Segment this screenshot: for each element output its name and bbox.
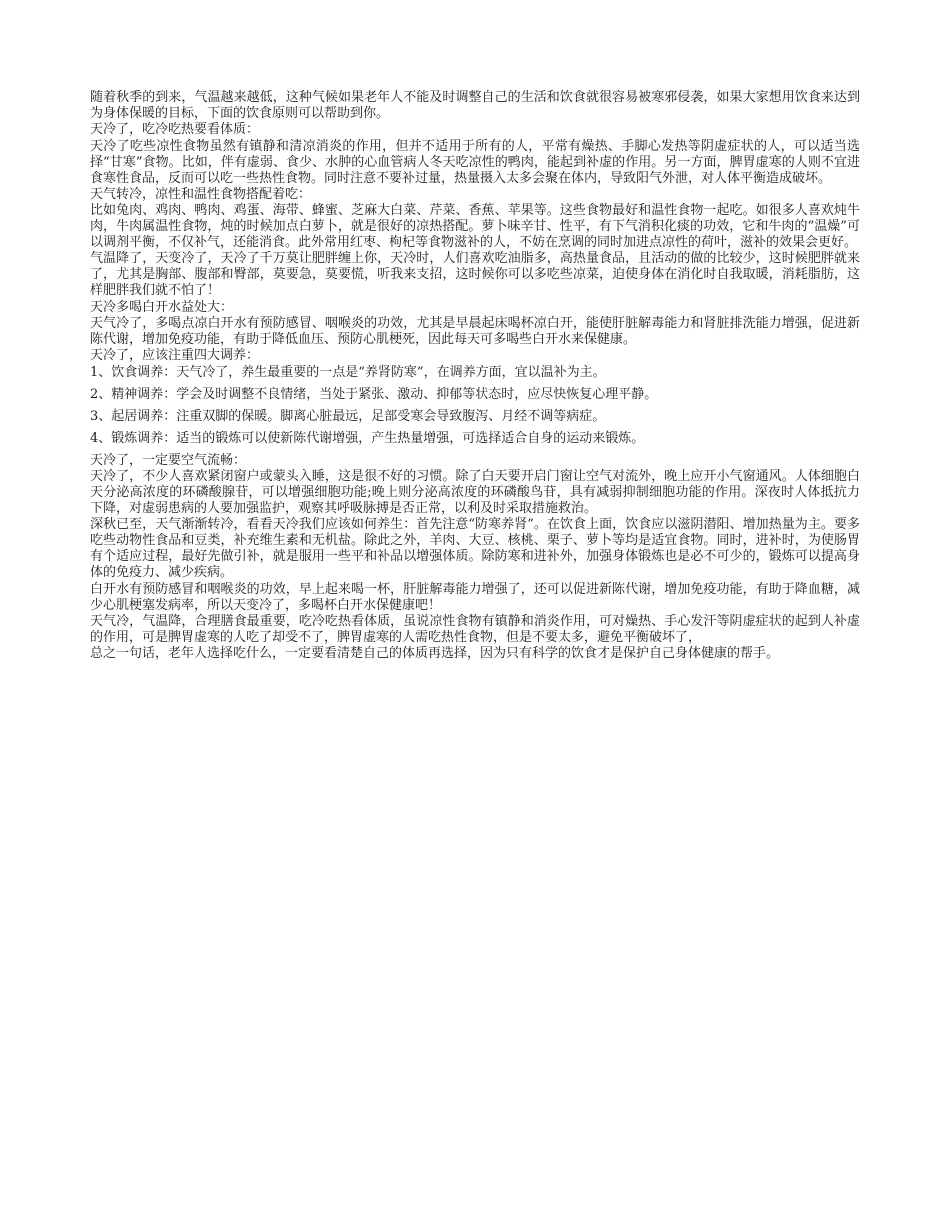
list-item: 1、饮食调养：天气冷了，养生最重要的一点是“养肾防寒”，在调养方面，宜以温补为主。 — [90, 364, 606, 380]
paragraph: 天气冷，气温降，合理膳食最重要，吃冷吃热看体质，虽说凉性食物有镇静和消炎作用，可对燥热、手心发汗等阴虚症状的起到人补虚的作用，可是脾胃虚寒的人吃了却受不了，脾胃虚寒的人需吃热性食物，但是不要太多，避免平衡破坏了， — [90, 613, 860, 645]
paragraph: 天冷了，不少人喜欢紧闭窗户或蒙头入睡，这是很不好的习惯。除了白天要开启门窗让空气对流外，晚上应开小气窗通风。人体细胞白天分泌高浓度的环磷酸腺苷，可以增强细胞功能;晚上则分泌高浓度的环磷酸鸟苷，具有减弱抑制细胞功能的作用。深夜时人体抵抗力下降，对虚弱患病的人要加强监护，观察其呼吸脉搏是否正常，以利及时采取措施救治。 — [90, 468, 860, 516]
list-item: 3、起居调养：注重双脚的保暖。脚离心脏最远，足部受寒会导致腹泻、月经不调等病症。 — [90, 408, 606, 424]
section-heading: 天冷了，吃冷吃热要看体质： — [90, 122, 260, 138]
list-item: 2、精神调养：学会及时调整不良情绪，当处于紧张、激动、抑郁等状态时，应尽快恢复心理平静。 — [90, 386, 658, 402]
section-heading: 天冷了，应该注重四大调养： — [90, 348, 260, 364]
paragraph: 深秋已至，天气渐渐转冷，看看天冷我们应该如何养生：首先注意“防寒养肾”。在饮食上面，饮食应以滋阴潜阳、增加热量为主。要多吃些动物性食品和豆类，补充维生素和无机盐。除此之外，羊肉、大豆、核桃、栗子、萝卜等均是适宜食物。同时，进补时，为使肠胃有个适应过程，最好先做引补，就是服用一些平和补品以增强体质。除防寒和进补外，加强身体锻炼也是必不可少的，锻炼可以提高身体的免疫力、减少疾病。 — [90, 517, 860, 581]
paragraph: 天冷了吃些凉性食物虽然有镇静和清凉消炎的作用，但并不适用于所有的人，平常有燥热、手脚心发热等阴虚症状的人，可以适当选择“甘寒”食物。比如，伴有虚弱、食少、水肿的心血管病人冬天吃凉性的鸭肉，能起到补虚的作用。另一方面，脾胃虚寒的人则不宜进食寒性食品，反而可以吃一些热性食物。同时注意不要补过量，热量摄入太多会聚在体内，导致阳气外泄，对人体平衡造成破坏。 — [90, 138, 860, 186]
paragraph-intro: 随着秋季的到来，气温越来越低，这种气候如果老年人不能及时调整自己的生活和饮食就很容易被寒邪侵袭，如果大家想用饮食来达到为身体保暖的目标，下面的饮食原则可以帮助到你。 — [90, 90, 860, 121]
paragraph: 白开水有预防感冒和咽喉炎的功效，早上起来喝一杯，肝脏解毒能力增强了，还可以促进新陈代谢，增加免疫功能，有助于降血糖，减少心肌梗塞发病率，所以天变冷了，多喝杯白开水保健康吧！ — [90, 581, 860, 613]
list-item: 4、锻炼调养：适当的锻炼可以使新陈代谢增强，产生热量增强，可选择适合自身的运动来锻炼。 — [90, 430, 645, 446]
paragraph: 比如兔肉、鸡肉、鸭肉、鸡蛋、海带、蜂蜜、芝麻大白菜、芹菜、香蕉、苹果等。这些食物最好和温性食物一起吃。如很多人喜欢炖牛肉，牛肉属温性食物，炖的时候加点白萝卜，就是很好的凉热搭配。萝卜味辛甘、性平，有下气消积化痰的功效，它和牛肉的“温燥”可以调剂平衡，不仅补气，还能消食。此外常用红枣、枸杞等食物滋补的人，不妨在烹调的同时加进点凉性的荷叶，滋补的效果会更好。 — [90, 203, 860, 251]
document-body — [90, 90, 860, 662]
section-heading: 天冷了，一定要空气流畅： — [90, 452, 247, 468]
paragraph: 气温降了，天变冷了，天冷了千万莫让肥胖缠上你，天冷时，人们喜欢吃油脂多，高热量食品，且活动的做的比较少，这时候肥胖就来了，尤其是胸部、腹部和臀部，莫要急，莫要慌，听我来支招，这时候你可以多吃些凉菜，迫使身体在消化时自我取暖，消耗脂肪，这样肥胖我们就不怕了！ — [90, 251, 860, 299]
paragraph: 天气冷了，多喝点凉白开水有预防感冒、咽喉炎的功效，尤其是早晨起床喝杯凉白开，能使肝脏解毒能力和肾脏排洗能力增强，促进新陈代谢，增加免疫功能，有助于降低血压、预防心肌梗死，因此每天可多喝些白开水来保健康。 — [90, 316, 860, 348]
section-heading: 天冷多喝白开水益处大： — [90, 299, 234, 315]
paragraph-conclusion: 总之一句话，老年人选择吃什么，一定要看清楚自己的体质再选择，因为只有科学的饮食才是保护自己身体健康的帮手。 — [90, 646, 780, 662]
section-heading: 天气转冷，凉性和温性食物搭配着吃： — [90, 186, 312, 202]
